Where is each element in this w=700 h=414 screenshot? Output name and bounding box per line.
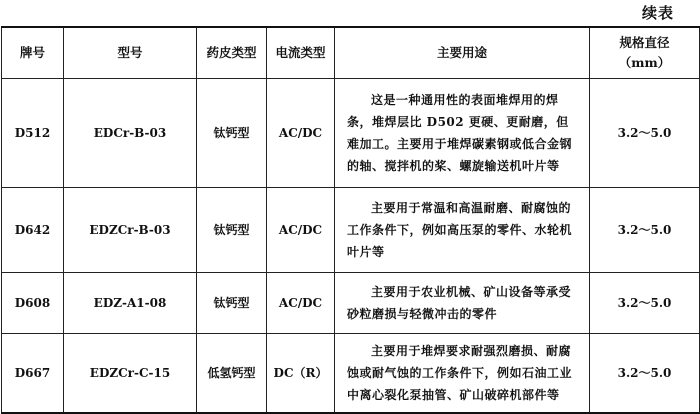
header-coating: 药皮类型 xyxy=(197,27,267,79)
cell-usage-text: 这是一种通用性的表面堆焊用的焊条，堆焊层比 D502 更硬、更耐磨，但难加工。主要用于堆焊碳素钢或低合金钢的轴、搅拌机的桨、螺旋输送机叶片等 xyxy=(347,93,573,173)
electrode-table xyxy=(1,26,700,414)
table-row xyxy=(2,79,700,188)
cell-model: EDZCr-B-03 xyxy=(64,188,197,273)
cell-diameter: 3.2～5.0 xyxy=(590,79,700,188)
header-current: 电流类型 xyxy=(267,27,335,79)
cell-usage xyxy=(335,273,590,334)
header-model: 型号 xyxy=(64,27,197,79)
table-body xyxy=(2,79,700,414)
header-usage: 主要用途 xyxy=(335,27,590,79)
cell-usage xyxy=(335,79,590,188)
cell-current: AC/DC xyxy=(267,273,335,334)
header-row xyxy=(2,27,700,79)
table-row xyxy=(2,188,700,273)
cell-code: D667 xyxy=(2,334,64,414)
cell-model: EDZ-A1-08 xyxy=(64,273,197,334)
cell-model: EDCr-B-03 xyxy=(64,79,197,188)
cell-coating: 低氢钙型 xyxy=(197,334,267,414)
cell-coating: 钛钙型 xyxy=(197,273,267,334)
table-row xyxy=(2,334,700,414)
cell-coating: 钛钙型 xyxy=(197,188,267,273)
cell-diameter: 3.2～5.0 xyxy=(590,334,700,414)
cell-diameter: 3.2～5.0 xyxy=(590,273,700,334)
cell-code: D512 xyxy=(2,79,64,188)
cell-usage-text: 主要用于农业机械、矿山设备等承受砂粒磨损与轻微冲击的零件 xyxy=(347,285,572,321)
cell-usage xyxy=(335,334,590,414)
cell-code: D642 xyxy=(2,188,64,273)
header-code: 牌号 xyxy=(2,27,64,79)
header-diameter-line2: （mm） xyxy=(618,55,671,70)
cell-diameter: 3.2～5.0 xyxy=(590,188,700,273)
cell-usage xyxy=(335,188,590,273)
cell-usage-text: 主要用于堆焊要求耐强烈磨损、耐腐蚀或耐气蚀的工作条件下，例如石油工业中离心裂化泵抽管、矿山破碎机部件等 xyxy=(347,344,573,402)
cell-current: DC（R） xyxy=(267,334,335,414)
table-row xyxy=(2,273,700,334)
cell-code: D608 xyxy=(2,273,64,334)
cell-current: AC/DC xyxy=(267,79,335,188)
table-header xyxy=(2,27,700,79)
cell-coating: 钛钙型 xyxy=(197,79,267,188)
header-diameter xyxy=(590,27,700,79)
continued-label: 续表 xyxy=(641,4,674,22)
cell-model: EDZCr-C-15 xyxy=(64,334,197,414)
header-diameter-line1: 规格直径 xyxy=(619,35,670,50)
cell-usage-text: 主要用于常温和高温耐磨、耐腐蚀的工作条件下，例如高压泵的零件、水轮机叶片等 xyxy=(347,201,573,259)
cell-current: AC/DC xyxy=(267,188,335,273)
